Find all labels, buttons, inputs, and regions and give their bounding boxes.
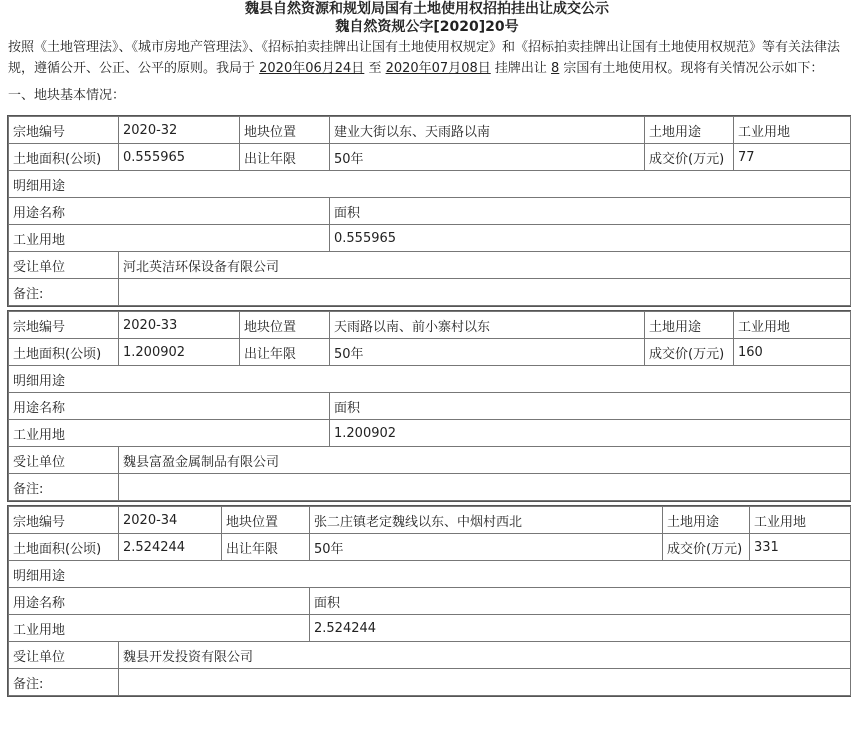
label-location: 地块位置 bbox=[222, 507, 310, 534]
label-location: 地块位置 bbox=[240, 312, 330, 339]
parcel-table bbox=[8, 506, 851, 696]
document-number: 魏自然资规公字[2020]20号 bbox=[335, 19, 519, 35]
label-detail-use: 明细用途 bbox=[9, 561, 851, 588]
parcel-area: 1.200902 bbox=[119, 339, 240, 366]
detail-use-name: 工业用地 bbox=[9, 225, 330, 252]
table-row bbox=[9, 534, 851, 561]
parcel-price: 331 bbox=[750, 534, 851, 561]
parcel-term: 50年 bbox=[310, 534, 663, 561]
parcel-price: 160 bbox=[734, 339, 851, 366]
intro-text-1: 按照《土地管理法》、《城市房地产管理法》、《招标拍卖挂牌出让国有土地使用权规定》和《招标拍卖挂牌出让国有土地使用权规范》等有关法律法规，遵循公开、公正、公平的原则。我局于 bbox=[8, 40, 841, 76]
table-row bbox=[9, 198, 851, 225]
label-price: 成交价(万元) bbox=[663, 534, 750, 561]
parcel-location: 张二庄镇老定魏线以东、中烟村西北 bbox=[310, 507, 663, 534]
parcel-location: 天雨路以南、前小寨村以东 bbox=[330, 312, 645, 339]
table-row bbox=[9, 312, 851, 339]
label-location: 地块位置 bbox=[240, 117, 330, 144]
detail-use-name: 工业用地 bbox=[9, 615, 310, 642]
table-row bbox=[9, 642, 851, 669]
parcel-block bbox=[7, 505, 851, 697]
table-row bbox=[9, 393, 851, 420]
table-row bbox=[9, 615, 851, 642]
parcel-no: 2020-34 bbox=[119, 507, 222, 534]
label-price: 成交价(万元) bbox=[645, 339, 734, 366]
label-detail-use: 明细用途 bbox=[9, 171, 851, 198]
table-row bbox=[9, 144, 851, 171]
table-row bbox=[9, 447, 851, 474]
label-area: 土地面积(公顷) bbox=[9, 339, 119, 366]
parcel-remark bbox=[119, 669, 851, 696]
intro-paragraph bbox=[0, 37, 854, 79]
label-parcel-no: 宗地编号 bbox=[9, 507, 119, 534]
parcel-remark bbox=[119, 474, 851, 501]
table-row bbox=[9, 474, 851, 501]
label-area: 土地面积(公顷) bbox=[9, 144, 119, 171]
parcel-block bbox=[7, 115, 851, 307]
label-term: 出让年限 bbox=[222, 534, 310, 561]
label-remark: 备注: bbox=[9, 669, 119, 696]
label-use-name: 用途名称 bbox=[9, 393, 330, 420]
table-row bbox=[9, 339, 851, 366]
parcel-count: 8 bbox=[551, 61, 560, 76]
parcel-area: 0.555965 bbox=[119, 144, 240, 171]
label-remark: 备注: bbox=[9, 474, 119, 501]
table-row bbox=[9, 507, 851, 534]
label-area: 土地面积(公顷) bbox=[9, 534, 119, 561]
label-buyer: 受让单位 bbox=[9, 252, 119, 279]
label-land-use: 土地用途 bbox=[645, 117, 734, 144]
label-detail-use: 明细用途 bbox=[9, 366, 851, 393]
section-title: 一、地块基本情况： bbox=[8, 88, 126, 103]
parcel-price: 77 bbox=[734, 144, 851, 171]
intro-text-2: 至 bbox=[364, 61, 386, 76]
end-date: 2020年07月08日 bbox=[385, 61, 491, 76]
parcel-block bbox=[7, 310, 851, 502]
table-row bbox=[9, 117, 851, 144]
table-row bbox=[9, 669, 851, 696]
parcel-buyer: 魏县富盈金属制品有限公司 bbox=[119, 447, 851, 474]
parcel-buyer: 魏县开发投资有限公司 bbox=[119, 642, 851, 669]
parcel-table bbox=[8, 116, 851, 306]
label-remark: 备注: bbox=[9, 279, 119, 306]
parcel-buyer: 河北英洁环保设备有限公司 bbox=[119, 252, 851, 279]
detail-use-name: 工业用地 bbox=[9, 420, 330, 447]
table-row bbox=[9, 252, 851, 279]
parcel-land-use: 工业用地 bbox=[734, 117, 851, 144]
label-area-col: 面积 bbox=[310, 588, 851, 615]
parcel-no: 2020-33 bbox=[119, 312, 240, 339]
label-area-col: 面积 bbox=[330, 393, 851, 420]
parcel-land-use: 工业用地 bbox=[734, 312, 851, 339]
detail-area: 1.200902 bbox=[330, 420, 851, 447]
label-land-use: 土地用途 bbox=[663, 507, 750, 534]
table-row bbox=[9, 225, 851, 252]
start-date: 2020年06月24日 bbox=[259, 61, 365, 76]
detail-area: 2.524244 bbox=[310, 615, 851, 642]
parcel-no: 2020-32 bbox=[119, 117, 240, 144]
parcel-area: 2.524244 bbox=[119, 534, 222, 561]
table-row bbox=[9, 588, 851, 615]
table-row bbox=[9, 279, 851, 306]
page-title: 魏县自然资源和规划局国有土地使用权招拍挂出让成交公示 bbox=[245, 1, 609, 17]
parcel-term: 50年 bbox=[330, 144, 645, 171]
label-buyer: 受让单位 bbox=[9, 642, 119, 669]
label-land-use: 土地用途 bbox=[645, 312, 734, 339]
label-area-col: 面积 bbox=[330, 198, 851, 225]
label-buyer: 受让单位 bbox=[9, 447, 119, 474]
table-row bbox=[9, 420, 851, 447]
table-row bbox=[9, 366, 851, 393]
table-row bbox=[9, 561, 851, 588]
parcel-land-use: 工业用地 bbox=[750, 507, 851, 534]
label-term: 出让年限 bbox=[240, 339, 330, 366]
label-use-name: 用途名称 bbox=[9, 198, 330, 225]
label-parcel-no: 宗地编号 bbox=[9, 117, 119, 144]
table-row bbox=[9, 171, 851, 198]
intro-text-4: 宗国有土地使用权。现将有关情况公示如下： bbox=[559, 61, 824, 76]
parcel-location: 建业大街以东、天雨路以南 bbox=[330, 117, 645, 144]
parcel-table bbox=[8, 311, 851, 501]
parcel-remark bbox=[119, 279, 851, 306]
detail-area: 0.555965 bbox=[330, 225, 851, 252]
label-parcel-no: 宗地编号 bbox=[9, 312, 119, 339]
label-price: 成交价(万元) bbox=[645, 144, 734, 171]
label-use-name: 用途名称 bbox=[9, 588, 310, 615]
parcel-term: 50年 bbox=[330, 339, 645, 366]
intro-text-3: 挂牌出让 bbox=[490, 61, 552, 76]
label-term: 出让年限 bbox=[240, 144, 330, 171]
